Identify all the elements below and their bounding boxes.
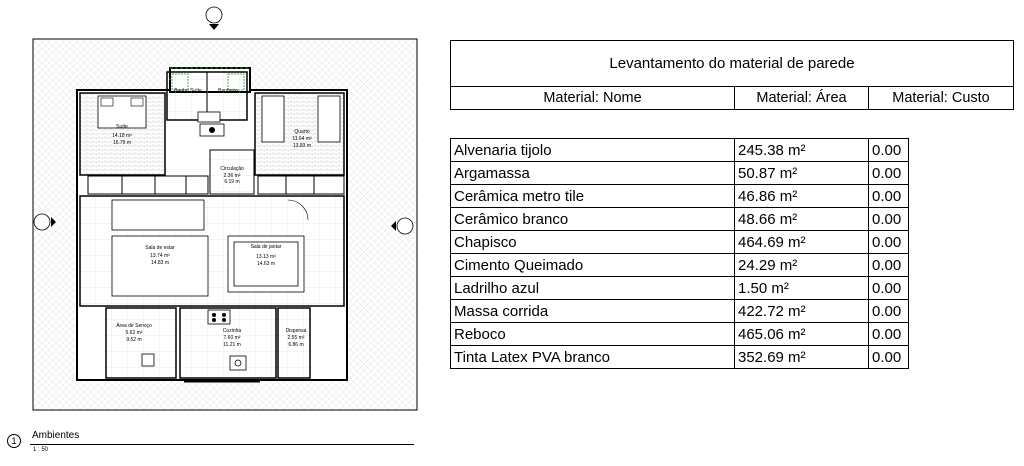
room-quarto	[255, 93, 344, 175]
view-number: 1	[7, 434, 21, 448]
room-cozinha	[180, 308, 276, 378]
header-material-custo: Material: Custo	[892, 90, 990, 106]
area-servico-perimeter: 9.52 m	[126, 337, 142, 343]
sala-jantar-area: 13.13 m²	[256, 254, 276, 260]
area-servico-area: 5.62 m²	[125, 330, 143, 336]
cell-name: Cimento Queimado	[451, 254, 735, 277]
cell-cost: 0.00	[869, 185, 909, 208]
table-row	[451, 300, 909, 323]
schedule-body	[450, 138, 909, 369]
table-row	[451, 231, 909, 254]
cell-cost: 0.00	[869, 277, 909, 300]
room-area-servico	[106, 308, 176, 378]
cell-area: 24.29 m²	[735, 254, 869, 277]
banheiro-label: Banheiro	[217, 88, 239, 94]
header-material-nome: Material: Nome	[451, 87, 735, 109]
cell-area: 465.06 m²	[735, 323, 869, 346]
table-row	[451, 185, 909, 208]
cozinha-perimeter: 11.21 m	[223, 342, 241, 348]
area-servico-label: Área de Serviço	[116, 323, 152, 329]
sala-jantar-perimeter: 14.63 m	[256, 261, 276, 267]
cell-cost: 0.00	[869, 254, 909, 277]
table-row	[451, 277, 909, 300]
circulacao-area: 2.36 m²	[223, 173, 241, 179]
table-row	[451, 254, 909, 277]
cozinha-label: Cozinha	[222, 328, 242, 334]
cell-name: Cerâmica metro tile	[451, 185, 735, 208]
cell-cost: 0.00	[869, 139, 909, 162]
circulacao-label: Circulação	[220, 166, 244, 172]
view-title-underline	[30, 444, 414, 445]
cell-cost: 0.00	[869, 346, 909, 369]
table-row	[451, 323, 909, 346]
room-living-dining	[80, 196, 344, 306]
banho-suite-label: Banho Suíte	[174, 88, 202, 94]
cell-name: Chapisco	[451, 231, 735, 254]
cell-cost: 0.00	[869, 231, 909, 254]
sala-estar-label: Sala de estar	[145, 245, 175, 251]
cell-cost: 0.00	[869, 162, 909, 185]
cell-name: Cerâmico branco	[451, 208, 735, 231]
sala-estar-perimeter: 14.83 m	[150, 260, 170, 266]
dispensa-perimeter: 6.86 m	[288, 342, 304, 348]
cell-area: 50.87 m²	[735, 162, 869, 185]
room-dispensa	[278, 308, 310, 378]
schedule-title: Levantamento do material de parede	[450, 40, 1014, 87]
cell-area: 464.69 m²	[735, 231, 869, 254]
view-title: Ambientes	[32, 430, 80, 441]
cozinha-area: 7.60 m²	[223, 335, 241, 341]
circulacao-perimeter: 6.19 m	[224, 179, 240, 185]
suite-label: Suíte	[116, 124, 128, 130]
room-circulacao	[210, 150, 254, 194]
room-suite	[80, 93, 165, 175]
sala-jantar-label: Sala de jantar	[250, 244, 282, 250]
cell-name: Argamassa	[451, 162, 735, 185]
view-scale: 1 : 50	[33, 447, 49, 453]
cell-area: 46.86 m²	[735, 185, 869, 208]
cell-area: 1.50 m²	[735, 277, 869, 300]
cell-name: Tinta Latex PVA branco	[451, 346, 735, 369]
schedule-header-row	[450, 87, 1014, 110]
elevation-marker-north	[206, 7, 222, 30]
sala-estar-area: 13.74 m²	[150, 253, 170, 259]
suite-perimeter: 16.79 m	[112, 140, 132, 146]
table-row	[451, 162, 909, 185]
cell-name: Reboco	[451, 323, 735, 346]
material-schedule	[450, 40, 1014, 110]
table-row	[451, 139, 909, 162]
quarto-area: 11.64 m²	[292, 136, 312, 142]
cell-cost: 0.00	[869, 300, 909, 323]
cell-name: Alvenaria tijolo	[451, 139, 735, 162]
cell-name: Massa corrida	[451, 300, 735, 323]
quarto-label: Quarto	[294, 129, 310, 135]
cell-cost: 0.00	[869, 208, 909, 231]
cell-area: 352.69 m²	[735, 346, 869, 369]
cell-area: 48.66 m²	[735, 208, 869, 231]
cell-area: 245.38 m²	[735, 139, 869, 162]
dispensa-label: Dispensa	[285, 328, 307, 334]
cell-cost: 0.00	[869, 323, 909, 346]
table-row	[451, 208, 909, 231]
dispensa-area: 2.55 m²	[287, 335, 305, 341]
quarto-perimeter: 13.83 m	[292, 143, 312, 149]
header-material-area: Material: Área	[735, 87, 869, 109]
cell-name: Ladrilho azul	[451, 277, 735, 300]
cell-area: 422.72 m²	[735, 300, 869, 323]
table-row	[451, 346, 909, 369]
suite-area: 14.18 m²	[112, 133, 132, 139]
floor-plan	[0, 0, 440, 425]
